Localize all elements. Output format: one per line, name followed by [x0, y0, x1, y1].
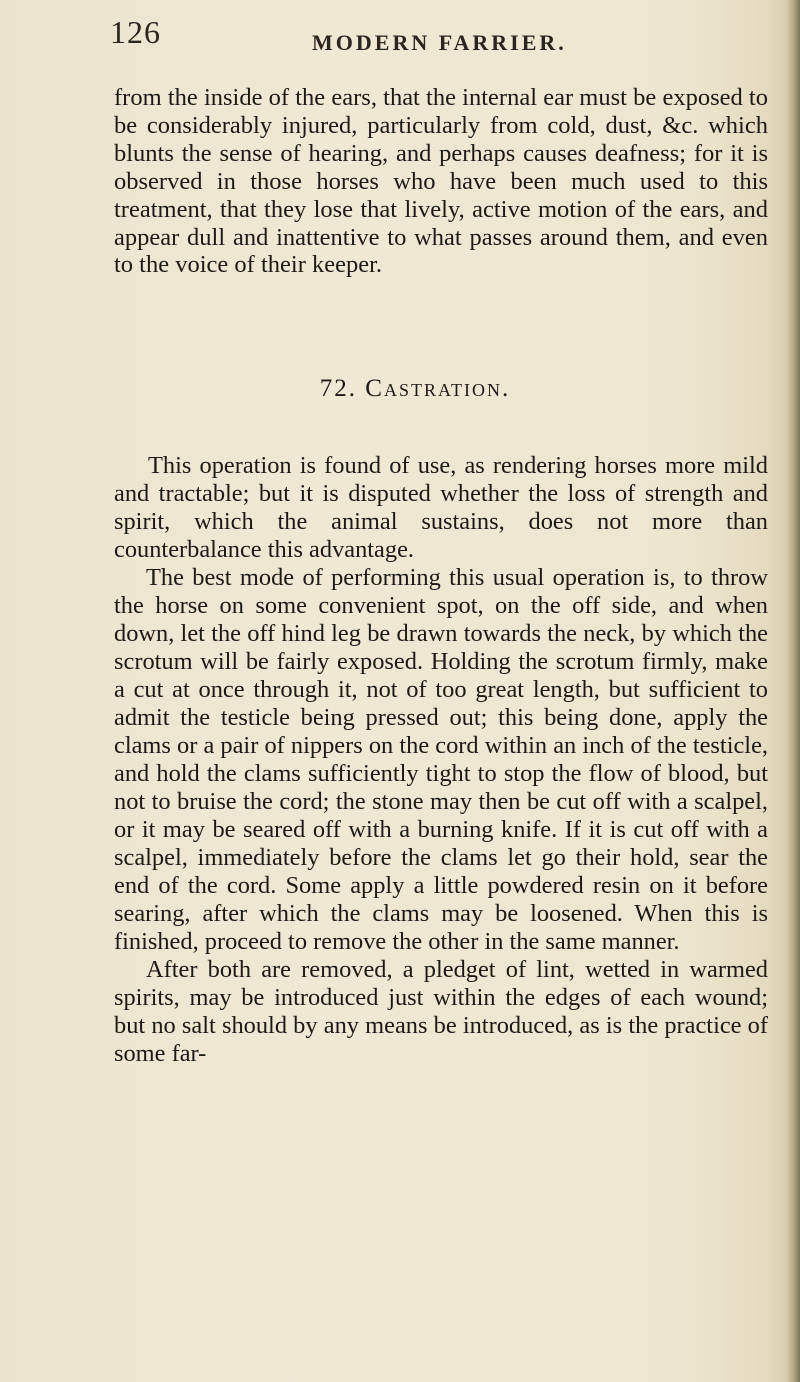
continued-text	[114, 84, 768, 279]
paragraph: After both are removed, a pledget of lint, wetted in warmed spirits, may be introduced just within the edges of each wound; but no salt should by any means be introduced, as is the practice of some far-	[114, 956, 768, 1067]
paragraph: from the inside of the ears, that the internal ear must be exposed to be considerably injured, particularly from cold, dust, &c. which blunts the sense of hearing, and perhaps causes deafness; for it is observed in those horses who have been much used to this treatment, that they lose that lively, active motion of the ears, and appear dull and inattentive to what passes around them, and even to the voice of their keeper.	[114, 84, 768, 279]
running-title: MODERN FARRIER.	[312, 30, 567, 55]
paragraph: The best mode of performing this usual operation is, to throw the horse on some convenient spot, on the off side, and when down, let the off hind leg be drawn towards the neck, by which the scrotum will be fairly exposed. Holding the scrotum firmly, make a cut at once through it, not of too great length, but sufficient to admit the testicle being pressed out; this being done, apply the clams or a pair of nippers on the cord within an inch of the testicle, and hold the clams sufficiently tight to stop the flow of blood, but not to bruise the cord; the stone may then be cut off with a scalpel, or it may be seared off with a burning knife. If it is cut off with a scalpel, immediately before the clams let go their hold, sear the end of the cord. Some apply a little powdered resin on it before searing, after which the clams may be loosened. When this is finished, proceed to remove the other in the same manner.	[114, 564, 768, 955]
section-heading-text: 72. Castration.	[319, 375, 511, 402]
page-edge-shadow	[786, 0, 800, 1382]
page-number: 126	[110, 14, 161, 50]
section-body	[114, 452, 768, 1068]
paragraph: This operation is found of use, as rendering horses more mild and tractable; but it is disputed whether the loss of strength and spirit, which the animal sustains, does not more than counterbalance this advantage.	[114, 452, 768, 563]
section-heading	[0, 375, 800, 403]
